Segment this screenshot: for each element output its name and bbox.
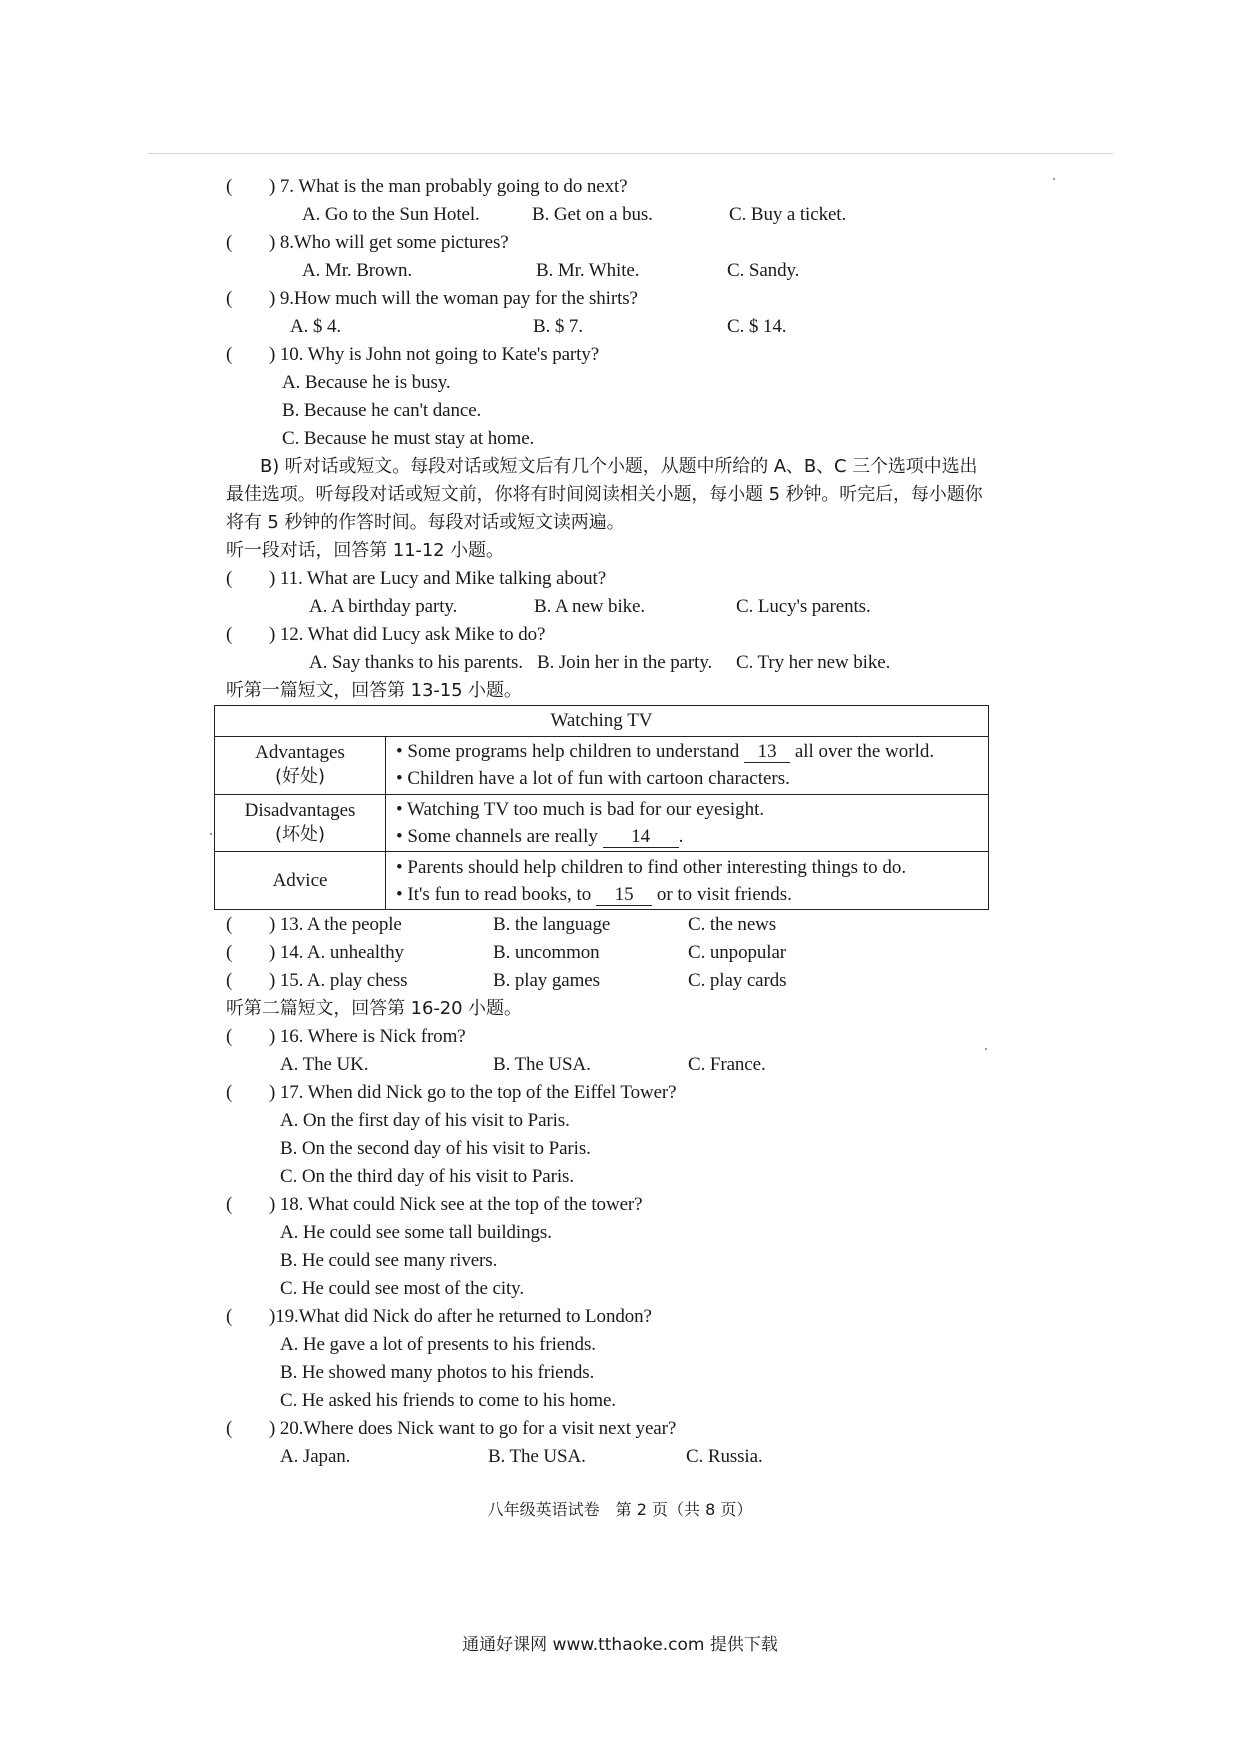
option-text: B. Because he can't dance.	[282, 400, 482, 421]
question-9: ) 9.How much will the woman pay for the shirts?	[269, 288, 638, 309]
row-content: • Parents should help children to find other interesting things to do. • It's fun to read books, to 15 or to visit friends.	[386, 852, 989, 910]
option-text: C. Lucy's parents.	[736, 596, 871, 617]
option-text: B. Get on a bus.	[532, 204, 653, 225]
option-text: C. $ 14.	[727, 316, 787, 337]
option-text: B. A new bike.	[534, 596, 646, 617]
row-label: Advice	[215, 852, 386, 910]
answer-paren: (	[226, 1306, 233, 1327]
option-text: C. Try her new bike.	[736, 652, 891, 673]
question-16: ) 16. Where is Nick from?	[269, 1026, 466, 1047]
option-text: C. He asked his friends to come to his home.	[280, 1390, 616, 1411]
option-text: A. Mr. Brown.	[302, 260, 413, 281]
dialogue-intro: 听一段对话，回答第 11-12 小题。	[226, 540, 504, 561]
answer-paren: (	[226, 288, 233, 309]
table-row-advice	[215, 852, 989, 910]
option-text: B. The USA.	[488, 1446, 586, 1467]
option-text: A. $ 4.	[290, 316, 342, 337]
passage1-intro: 听第一篇短文，回答第 13-15 小题。	[226, 680, 522, 701]
option-text: A. He gave a lot of presents to his friends.	[280, 1334, 596, 1355]
option-text: C. unpopular	[688, 942, 787, 963]
option-text: A. On the first day of his visit to Paris.	[280, 1110, 570, 1131]
option-text: C. Because he must stay at home.	[282, 428, 535, 449]
option-text: B. play games	[493, 970, 600, 991]
download-note: 通通好课网 www.tthaoke.com 提供下载	[462, 1635, 778, 1655]
blank-14: 14	[603, 827, 679, 848]
option-text: B. uncommon	[493, 942, 600, 963]
option-text: B. Join her in the party.	[537, 652, 713, 673]
row-label: Advantages (好处)	[215, 737, 386, 795]
blank-13: 13	[744, 742, 790, 763]
table-row-disadvantages	[215, 794, 989, 852]
instructions-line: 最佳选项。听每段对话或短文前，你将有时间阅读相关小题，每小题 5 秒钟。听完后，每小题你	[226, 484, 983, 505]
option-text: A. He could see some tall buildings.	[280, 1222, 552, 1243]
option-text: C. Buy a ticket.	[729, 204, 847, 225]
option-text: B. The USA.	[493, 1054, 591, 1075]
option-text: C. the news	[688, 914, 777, 935]
option-text: A. Japan.	[280, 1446, 351, 1467]
option-text: C. Russia.	[686, 1446, 763, 1467]
question-10: ) 10. Why is John not going to Kate's party?	[269, 344, 600, 365]
option-text: C. On the third day of his visit to Paris.	[280, 1166, 574, 1187]
option-text: B. Mr. White.	[536, 260, 640, 281]
option-text: A. Say thanks to his parents.	[309, 652, 523, 673]
answer-paren: (	[226, 914, 233, 935]
option-text: A. Because he is busy.	[282, 372, 451, 393]
scan-speck	[985, 1048, 987, 1050]
top-rule	[148, 153, 1113, 154]
option-text: C. Sandy.	[727, 260, 800, 281]
answer-paren: (	[226, 1418, 233, 1439]
blank-15: 15	[596, 885, 652, 906]
question-11: ) 11. What are Lucy and Mike talking about?	[269, 568, 607, 589]
row-label: Disadvantages (坏处)	[215, 794, 386, 852]
answer-paren: (	[226, 176, 233, 197]
answer-paren: (	[226, 970, 233, 991]
page-footer: 八年级英语试卷 第 2 页（共 8 页）	[487, 1500, 753, 1519]
question-13: ) 13. A the people	[269, 914, 402, 935]
answer-paren: (	[226, 232, 233, 253]
option-text: B. On the second day of his visit to Paris.	[280, 1138, 591, 1159]
row-content: • Some programs help children to understand 13 all over the world. • Children have a lot of fun with cartoon characters.	[386, 737, 989, 795]
answer-paren: (	[226, 942, 233, 963]
option-text: A. The UK.	[280, 1054, 369, 1075]
question-7: ) 7. What is the man probably going to do next?	[269, 176, 628, 197]
passage2-intro: 听第二篇短文，回答第 16-20 小题。	[226, 998, 522, 1019]
question-12: ) 12. What did Lucy ask Mike to do?	[269, 624, 546, 645]
question-8: ) 8.Who will get some pictures?	[269, 232, 509, 253]
scan-speck	[210, 833, 212, 835]
answer-paren: (	[226, 1194, 233, 1215]
question-15: ) 15. A. play chess	[269, 970, 408, 991]
instructions-line: B) 听对话或短文。每段对话或短文后有几个小题，从题中所给的 A、B、C 三个选项中选出	[260, 456, 978, 477]
answer-paren: (	[226, 1026, 233, 1047]
scan-speck	[1053, 178, 1055, 180]
answer-paren: (	[226, 624, 233, 645]
row-content: • Watching TV too much is bad for our eyesight. • Some channels are really 14 .	[386, 794, 989, 852]
option-text: C. France.	[688, 1054, 766, 1075]
option-text: B. $ 7.	[533, 316, 583, 337]
question-18: ) 18. What could Nick see at the top of the tower?	[269, 1194, 643, 1215]
answer-paren: (	[226, 568, 233, 589]
question-17: ) 17. When did Nick go to the top of the Eiffel Tower?	[269, 1082, 677, 1103]
watching-tv-table	[214, 705, 989, 910]
question-20: ) 20.Where does Nick want to go for a visit next year?	[269, 1418, 677, 1439]
option-text: B. He showed many photos to his friends.	[280, 1362, 595, 1383]
answer-paren: (	[226, 344, 233, 365]
table-row-advantages	[215, 737, 989, 795]
option-text: A. A birthday party.	[309, 596, 458, 617]
question-14: ) 14. A. unhealthy	[269, 942, 404, 963]
option-text: A. Go to the Sun Hotel.	[302, 204, 480, 225]
instructions-line: 将有 5 秒钟的作答时间。每段对话或短文读两遍。	[226, 512, 625, 533]
option-text: B. the language	[493, 914, 611, 935]
option-text: B. He could see many rivers.	[280, 1250, 498, 1271]
question-19: )19.What did Nick do after he returned to London?	[269, 1306, 652, 1327]
answer-paren: (	[226, 1082, 233, 1103]
table-title: Watching TV	[215, 706, 989, 737]
option-text: C. play cards	[688, 970, 787, 991]
option-text: C. He could see most of the city.	[280, 1278, 524, 1299]
